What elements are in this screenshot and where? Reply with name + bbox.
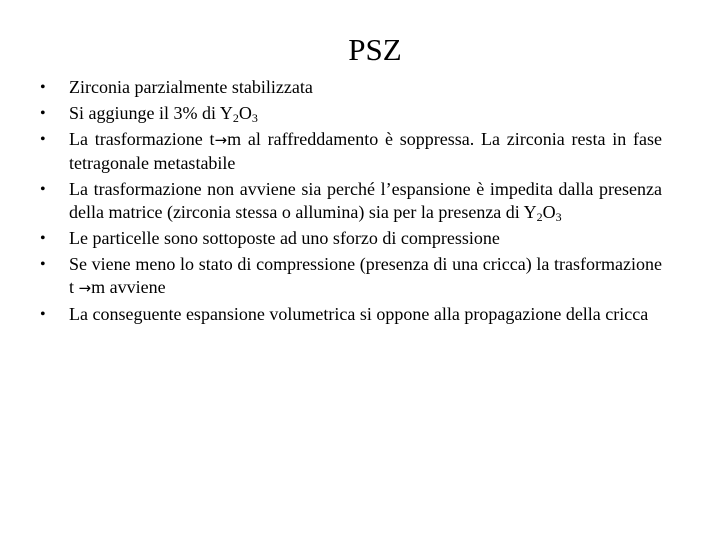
bullet-item-2: [40, 102, 662, 125]
bullet-text: Si aggiunge il 3% di Y: [69, 103, 233, 123]
bullet-dot: •: [40, 181, 46, 198]
bullet-text: La conseguente espansione volumetrica si oppone alla propagazione della cricca: [69, 304, 649, 324]
bullet-item-1: [40, 76, 662, 99]
bullet-dot: •: [40, 131, 46, 148]
bullet-text: O: [238, 103, 252, 123]
bullet-list: [40, 76, 662, 329]
bullet-item-4: [40, 178, 662, 224]
bullet-text: m al raffreddamento è soppressa. La zirconia resta in fase tetragonale metastabile: [69, 129, 663, 173]
bullet-dot: •: [40, 79, 46, 96]
subscript: 3: [555, 210, 562, 224]
bullet-dot: •: [40, 306, 46, 323]
bullet-text: m avviene: [91, 277, 166, 297]
bullet-item-6: [40, 253, 662, 300]
bullet-dot: •: [40, 256, 46, 273]
arrow-icon: →: [78, 279, 92, 297]
subscript: 2: [536, 210, 543, 224]
slide-title: PSZ: [348, 32, 402, 67]
subscript: 2: [232, 111, 239, 125]
bullet-item-5: [40, 227, 662, 250]
bullet-dot: •: [40, 230, 46, 247]
bullet-text: O: [542, 202, 556, 222]
bullet-text: Se viene meno lo stato di compressione (presenza di una cricca) la trasformazione t: [69, 254, 662, 297]
bullet-text: La trasformazione non avviene sia perché l’espansione è impedita dalla presenza della matrice (zirconia stessa o allumina) sia per la presenza di Y: [69, 179, 662, 222]
bullet-text: Zirconia parzialmente stabilizzata: [69, 77, 313, 97]
bullet-item-3: [40, 128, 662, 175]
bullet-text: Le particelle sono sottoposte ad uno sforzo di compressione: [69, 228, 500, 248]
bullet-dot: •: [40, 105, 46, 122]
bullet-item-7: [40, 303, 662, 326]
subscript: 3: [251, 111, 258, 125]
arrow-icon: →: [214, 131, 228, 149]
bullet-text: La trasformazione t: [69, 129, 215, 149]
